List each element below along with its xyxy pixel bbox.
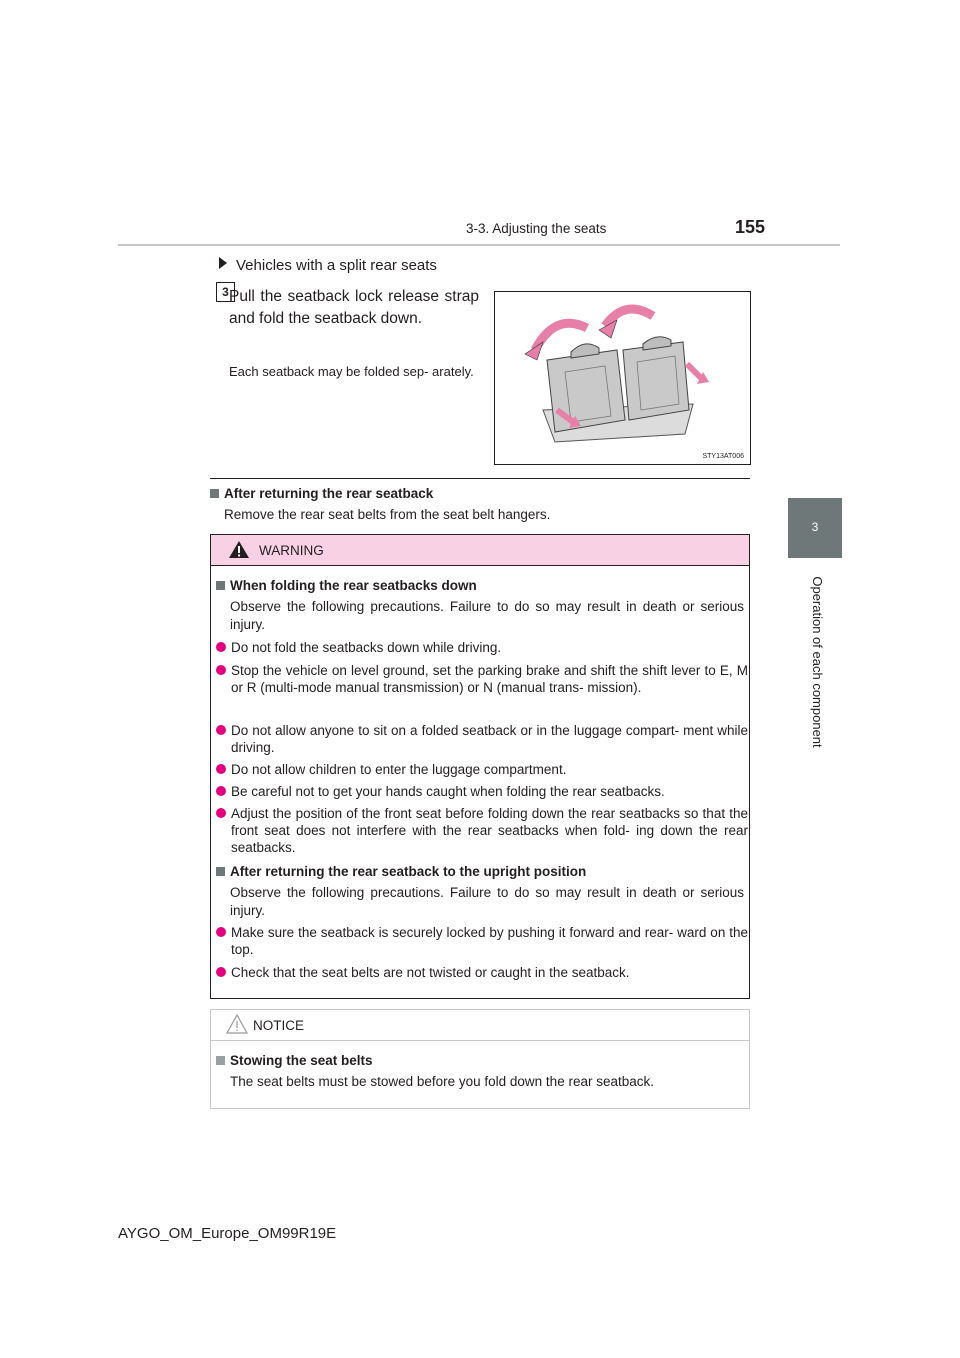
square-bullet-icon bbox=[216, 1056, 225, 1065]
list-item bbox=[216, 639, 748, 656]
list-item-text: Stop the vehicle on level ground, set the parking brake and shift the shift lever to E, M or R (multi-mode manual transmission) or N (manual trans- mission). bbox=[231, 663, 748, 695]
warning-block2-title-text: After returning the rear seatback to the upright position bbox=[230, 864, 587, 879]
rear-seat-illustration bbox=[495, 292, 750, 464]
bullet-dot-icon bbox=[216, 927, 226, 937]
list-item bbox=[216, 805, 748, 856]
notice-title bbox=[211, 1052, 746, 1070]
notice-triangle-icon bbox=[226, 1014, 248, 1034]
subheading bbox=[219, 257, 437, 274]
warning-block1-text: Observe the following precautions. Failure to do so may result in death or serious injury. bbox=[230, 599, 744, 632]
page-number: 155 bbox=[735, 217, 766, 237]
list-item-text: Adjust the position of the front seat before folding down the rear seatbacks so that the front seat does not interfere with the rear seatbacks when fold- ing down the rear seatbacks. bbox=[231, 806, 748, 855]
step-note: Each seatback may be folded sep- arately. bbox=[229, 364, 474, 379]
warning-block1-title-text: When folding the rear seatbacks down bbox=[230, 578, 477, 593]
step-number: 3 bbox=[216, 282, 235, 302]
list-item bbox=[216, 783, 748, 800]
list-item bbox=[216, 761, 748, 778]
list-item-text: Make sure the seatback is securely locked by pushing it forward and rear- ward on the top. bbox=[231, 925, 748, 957]
after-section-text: Remove the rear seat belts from the seat belt hangers. bbox=[224, 507, 551, 522]
list-item bbox=[216, 924, 748, 958]
list-item-text: Do not fold the seatbacks down while driving. bbox=[231, 640, 502, 655]
bullet-dot-icon bbox=[216, 808, 226, 818]
footer-doc-id: AYGO_OM_Europe_OM99R19E bbox=[118, 1225, 337, 1242]
square-bullet-icon bbox=[210, 489, 219, 498]
chapter-label: Operation of each component bbox=[810, 576, 825, 748]
notice-header bbox=[211, 1010, 749, 1041]
list-item-text: Check that the seat belts are not twisted or caught in the seatback. bbox=[231, 965, 630, 980]
notice-box bbox=[210, 1009, 750, 1109]
warning-triangle-icon bbox=[228, 540, 250, 559]
notice-text: The seat belts must be stowed before you fold down the rear seatback. bbox=[230, 1074, 654, 1089]
warning-block2-text: Observe the following precautions. Failure to do so may result in death or serious injury. bbox=[230, 885, 744, 918]
section-title: 3-3. Adjusting the seats bbox=[466, 221, 607, 236]
warning-header bbox=[211, 535, 749, 566]
bullet-dot-icon bbox=[216, 642, 226, 652]
bullet-dot-icon bbox=[216, 725, 226, 735]
warning-box bbox=[210, 534, 750, 999]
list-item-text: Be careful not to get your hands caught when folding the rear seatbacks. bbox=[231, 784, 665, 799]
list-item bbox=[216, 662, 748, 696]
figure-code: STY13AT006 bbox=[702, 453, 744, 460]
notice-label: NOTICE bbox=[253, 1018, 305, 1033]
after-section-title-text: After returning the rear seatback bbox=[224, 486, 434, 501]
bullet-dot-icon bbox=[216, 786, 226, 796]
warning-block2-title bbox=[211, 863, 746, 881]
warning-block1-title bbox=[211, 577, 746, 595]
section-rule bbox=[210, 478, 750, 479]
step-text: Pull the seatback lock release strap and fold the seatback down. bbox=[229, 288, 479, 327]
chapter-number: 3 bbox=[811, 520, 819, 534]
bullet-dot-icon bbox=[216, 764, 226, 774]
after-section-title bbox=[210, 486, 433, 501]
bullet-dot-icon bbox=[216, 967, 226, 977]
bullet-dot-icon bbox=[216, 665, 226, 675]
square-bullet-icon bbox=[216, 867, 225, 876]
list-item bbox=[216, 964, 748, 981]
list-item-text: Do not allow anyone to sit on a folded seatback or in the luggage compart- ment while driving. bbox=[231, 723, 748, 755]
seat-figure bbox=[494, 291, 751, 465]
header-rule bbox=[118, 244, 840, 246]
warning-label: WARNING bbox=[259, 543, 324, 558]
subheading-text: Vehicles with a split rear seats bbox=[236, 257, 437, 274]
notice-title-text: Stowing the seat belts bbox=[230, 1053, 373, 1068]
square-bullet-icon bbox=[216, 581, 225, 590]
list-item bbox=[216, 722, 748, 756]
triangle-icon bbox=[219, 257, 227, 269]
list-item-text: Do not allow children to enter the luggage compartment. bbox=[231, 762, 567, 777]
